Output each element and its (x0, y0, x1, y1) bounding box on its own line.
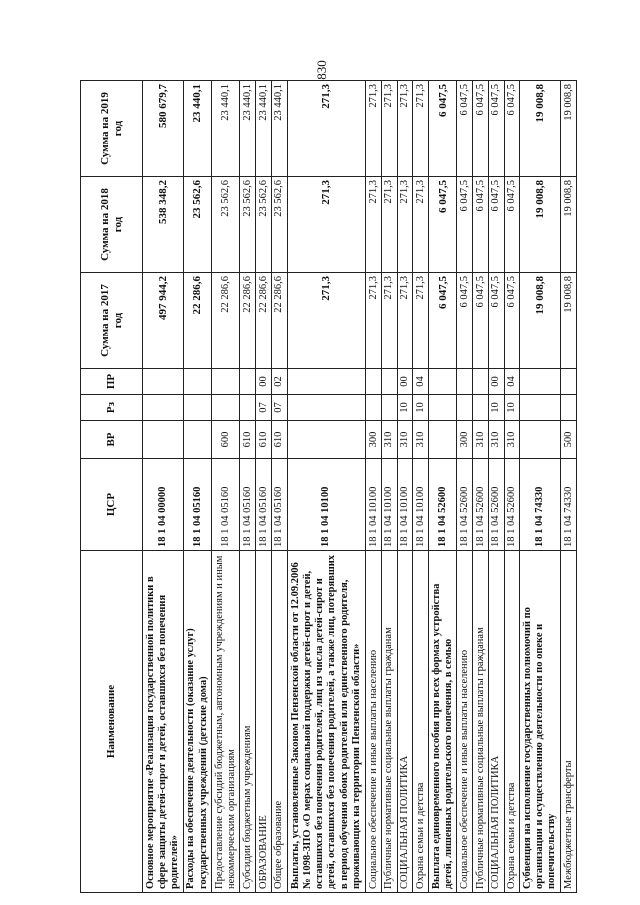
vr-cell: 610 (271, 421, 287, 459)
sum-2018-cell: 538 348,2 (143, 177, 184, 273)
vr-cell: 310 (397, 421, 413, 459)
vr-cell (183, 421, 211, 459)
header-pr: ПР (81, 369, 143, 395)
pr-cell: 00 (256, 369, 272, 395)
csr-cell: 18 1 04 05160 (212, 459, 240, 551)
sum-2017-cell: 19 008,8 (520, 273, 561, 369)
table-row (504, 81, 520, 893)
sum-2017-cell: 6 047,5 (457, 273, 473, 369)
name-cell: Субвенция на исполнение государственных полномочий по организации и осуществлению деятельности по опеке и попечительству (520, 551, 561, 893)
table-row (382, 81, 398, 893)
vr-cell (287, 421, 366, 459)
table-row (143, 81, 184, 893)
header-sum-2017: Сумма на 2017 год (81, 273, 143, 369)
name-cell: Субсидии бюджетным учреждениям (240, 551, 256, 893)
vr-cell (520, 421, 561, 459)
sum-2018-cell: 271,3 (366, 177, 382, 273)
sum-2018-cell: 6 047,5 (457, 177, 473, 273)
name-cell: Социальное обеспечение и иные выплаты населению (457, 551, 473, 893)
sum-2018-cell: 271,3 (413, 177, 429, 273)
header-sum-2019: Сумма на 2019 год (81, 81, 143, 177)
sum-2018-cell: 23 562,6 (271, 177, 287, 273)
pr-cell (240, 369, 256, 395)
sum-2018-cell: 23 562,6 (240, 177, 256, 273)
name-cell: Публичные нормативные социальные выплаты гражданам (473, 551, 489, 893)
table-row (488, 81, 504, 893)
csr-cell: 18 1 04 10100 (287, 459, 366, 551)
rz-cell: 07 (256, 395, 272, 421)
rz-cell: 10 (413, 395, 429, 421)
header-name: Наименование (81, 551, 143, 893)
sum-2017-cell: 497 944,2 (143, 273, 184, 369)
sum-2017-cell: 6 047,5 (473, 273, 489, 369)
rz-cell (429, 395, 457, 421)
sum-2018-cell: 23 562,6 (183, 177, 211, 273)
rz-cell (240, 395, 256, 421)
csr-cell: 18 1 04 74330 (561, 459, 577, 551)
csr-cell: 18 1 04 00000 (143, 459, 184, 551)
sum-2019-cell: 23 440,1 (256, 81, 272, 177)
sum-2019-cell: 6 047,5 (457, 81, 473, 177)
table-row (256, 81, 272, 893)
csr-cell: 18 1 04 52600 (457, 459, 473, 551)
pr-cell (183, 369, 211, 395)
sum-2019-cell: 19 008,8 (561, 81, 577, 177)
table-row (413, 81, 429, 893)
name-cell: Социальное обеспечение и иные выплаты населению (366, 551, 382, 893)
vr-cell: 610 (256, 421, 272, 459)
sum-2019-cell: 271,3 (287, 81, 366, 177)
sum-2019-cell: 271,3 (366, 81, 382, 177)
vr-cell (143, 421, 184, 459)
sum-2019-cell: 271,3 (413, 81, 429, 177)
pr-cell (429, 369, 457, 395)
vr-cell: 310 (382, 421, 398, 459)
sum-2017-cell: 19 008,8 (561, 273, 577, 369)
sum-2019-cell: 19 008,8 (520, 81, 561, 177)
name-cell: ОБРАЗОВАНИЕ (256, 551, 272, 893)
rz-cell (561, 395, 577, 421)
sum-2018-cell: 271,3 (382, 177, 398, 273)
sum-2018-cell: 19 008,8 (520, 177, 561, 273)
sum-2017-cell: 22 286,6 (240, 273, 256, 369)
sum-2019-cell: 6 047,5 (429, 81, 457, 177)
csr-cell: 18 1 04 05160 (183, 459, 211, 551)
name-cell: Охрана семьи и детства (413, 551, 429, 893)
rz-cell: 07 (271, 395, 287, 421)
name-cell: Расходы на обеспечение деятельности (оказание услуг) государственных учреждений (детские дома) (183, 551, 211, 893)
sum-2019-cell: 580 679,7 (143, 81, 184, 177)
sum-2019-cell: 271,3 (397, 81, 413, 177)
table-row (429, 81, 457, 893)
pr-cell (366, 369, 382, 395)
name-cell: Общее образование (271, 551, 287, 893)
csr-cell: 18 1 04 52600 (473, 459, 489, 551)
table-row (271, 81, 287, 893)
pr-cell: 04 (504, 369, 520, 395)
vr-cell: 310 (473, 421, 489, 459)
table-header-row (81, 81, 143, 893)
csr-cell: 18 1 04 10100 (413, 459, 429, 551)
sum-2018-cell: 6 047,5 (504, 177, 520, 273)
csr-cell: 18 1 04 05160 (256, 459, 272, 551)
sum-2018-cell: 271,3 (287, 177, 366, 273)
table-row (183, 81, 211, 893)
rz-cell (143, 395, 184, 421)
sum-2018-cell: 6 047,5 (488, 177, 504, 273)
pr-cell (457, 369, 473, 395)
pr-cell: 00 (397, 369, 413, 395)
pr-cell (143, 369, 184, 395)
pr-cell: 04 (413, 369, 429, 395)
csr-cell: 18 1 04 10100 (366, 459, 382, 551)
sum-2019-cell: 23 440,1 (271, 81, 287, 177)
header-sum-2018: Сумма на 2018 год (81, 177, 143, 273)
csr-cell: 18 1 04 74330 (520, 459, 561, 551)
sum-2018-cell: 23 562,6 (212, 177, 240, 273)
sum-2017-cell: 22 286,6 (183, 273, 211, 369)
vr-cell (429, 421, 457, 459)
rz-cell (366, 395, 382, 421)
sum-2017-cell: 22 286,6 (212, 273, 240, 369)
rz-cell: 10 (488, 395, 504, 421)
rz-cell: 10 (504, 395, 520, 421)
rz-cell (183, 395, 211, 421)
pr-cell (561, 369, 577, 395)
sum-2017-cell: 22 286,6 (271, 273, 287, 369)
sum-2017-cell: 6 047,5 (429, 273, 457, 369)
name-cell: Выплата единовременного пособия при всех формах устройства детей, лишенных родительского попечения, в семью (429, 551, 457, 893)
rz-cell: 10 (397, 395, 413, 421)
name-cell: Охрана семьи и детства (504, 551, 520, 893)
sum-2019-cell: 6 047,5 (488, 81, 504, 177)
vr-cell: 300 (457, 421, 473, 459)
csr-cell: 18 1 04 52600 (488, 459, 504, 551)
sum-2019-cell: 23 440,1 (212, 81, 240, 177)
table-row (212, 81, 240, 893)
vr-cell: 600 (212, 421, 240, 459)
name-cell: Межбюджетные трансферты (561, 551, 577, 893)
name-cell: СОЦИАЛЬНАЯ ПОЛИТИКА (397, 551, 413, 893)
rz-cell (287, 395, 366, 421)
pr-cell: 00 (488, 369, 504, 395)
vr-cell: 310 (504, 421, 520, 459)
table-row (520, 81, 561, 893)
name-cell: Основное мероприятие «Реализация государственной политики в сфере защиты детей-сирот и детей, оставшихся без попечения родителей» (143, 551, 184, 893)
rz-cell (382, 395, 398, 421)
sum-2017-cell: 271,3 (287, 273, 366, 369)
pr-cell (382, 369, 398, 395)
sum-2017-cell: 271,3 (366, 273, 382, 369)
csr-cell: 18 1 04 10100 (397, 459, 413, 551)
csr-cell: 18 1 04 05160 (271, 459, 287, 551)
sum-2017-cell: 271,3 (413, 273, 429, 369)
rz-cell (212, 395, 240, 421)
pr-cell (520, 369, 561, 395)
sum-2018-cell: 23 562,6 (256, 177, 272, 273)
name-cell: Предоставление субсидий бюджетным, автономным учреждениям и иным некоммерческим организациям (212, 551, 240, 893)
rz-cell (473, 395, 489, 421)
table-row (366, 81, 382, 893)
pr-cell: 02 (271, 369, 287, 395)
sum-2017-cell: 22 286,6 (256, 273, 272, 369)
vr-cell: 610 (240, 421, 256, 459)
table-row (561, 81, 577, 893)
csr-cell: 18 1 04 52600 (504, 459, 520, 551)
sum-2017-cell: 6 047,5 (488, 273, 504, 369)
vr-cell: 310 (488, 421, 504, 459)
sum-2019-cell: 23 440,1 (240, 81, 256, 177)
name-cell: СОЦИАЛЬНАЯ ПОЛИТИКА (488, 551, 504, 893)
csr-cell: 18 1 04 05160 (240, 459, 256, 551)
table-row (397, 81, 413, 893)
header-rz: Рз (81, 395, 143, 421)
sum-2017-cell: 271,3 (382, 273, 398, 369)
header-vr: ВР (81, 421, 143, 459)
name-cell: Выплаты, установленные Законом Пензенской области от 12.09.2006 № 1098-ЗПО «О мерах социальной поддержки детей-сирот и детей, оставшихся без попечения родителей, лиц из числа детей-сирот и детей, оставшихся без попечения родителей, а также лиц, потерявших в период обучения обоих родителей или единственного родителя, проживающих на территории Пензенской области» (287, 551, 366, 893)
table-body (143, 81, 577, 893)
pr-cell (212, 369, 240, 395)
sum-2019-cell: 6 047,5 (473, 81, 489, 177)
pr-cell (287, 369, 366, 395)
sum-2017-cell: 271,3 (397, 273, 413, 369)
pr-cell (473, 369, 489, 395)
budget-table (80, 80, 577, 893)
sum-2018-cell: 271,3 (397, 177, 413, 273)
sum-2017-cell: 6 047,5 (504, 273, 520, 369)
rz-cell (457, 395, 473, 421)
budget-table-container (80, 81, 577, 893)
sum-2018-cell: 19 008,8 (561, 177, 577, 273)
vr-cell: 310 (413, 421, 429, 459)
sum-2019-cell: 23 440,1 (183, 81, 211, 177)
table-row (457, 81, 473, 893)
rotated-page-area (80, 81, 577, 893)
rz-cell (520, 395, 561, 421)
csr-cell: 18 1 04 10100 (382, 459, 398, 551)
sum-2019-cell: 271,3 (382, 81, 398, 177)
table-row (287, 81, 366, 893)
table-row (473, 81, 489, 893)
sum-2019-cell: 6 047,5 (504, 81, 520, 177)
page-number: 830 (314, 60, 329, 80)
vr-cell: 300 (366, 421, 382, 459)
table-row (240, 81, 256, 893)
csr-cell: 18 1 04 52600 (429, 459, 457, 551)
name-cell: Публичные нормативные социальные выплаты гражданам (382, 551, 398, 893)
vr-cell: 500 (561, 421, 577, 459)
header-csr: ЦСР (81, 459, 143, 551)
sum-2018-cell: 6 047,5 (429, 177, 457, 273)
sum-2018-cell: 6 047,5 (473, 177, 489, 273)
